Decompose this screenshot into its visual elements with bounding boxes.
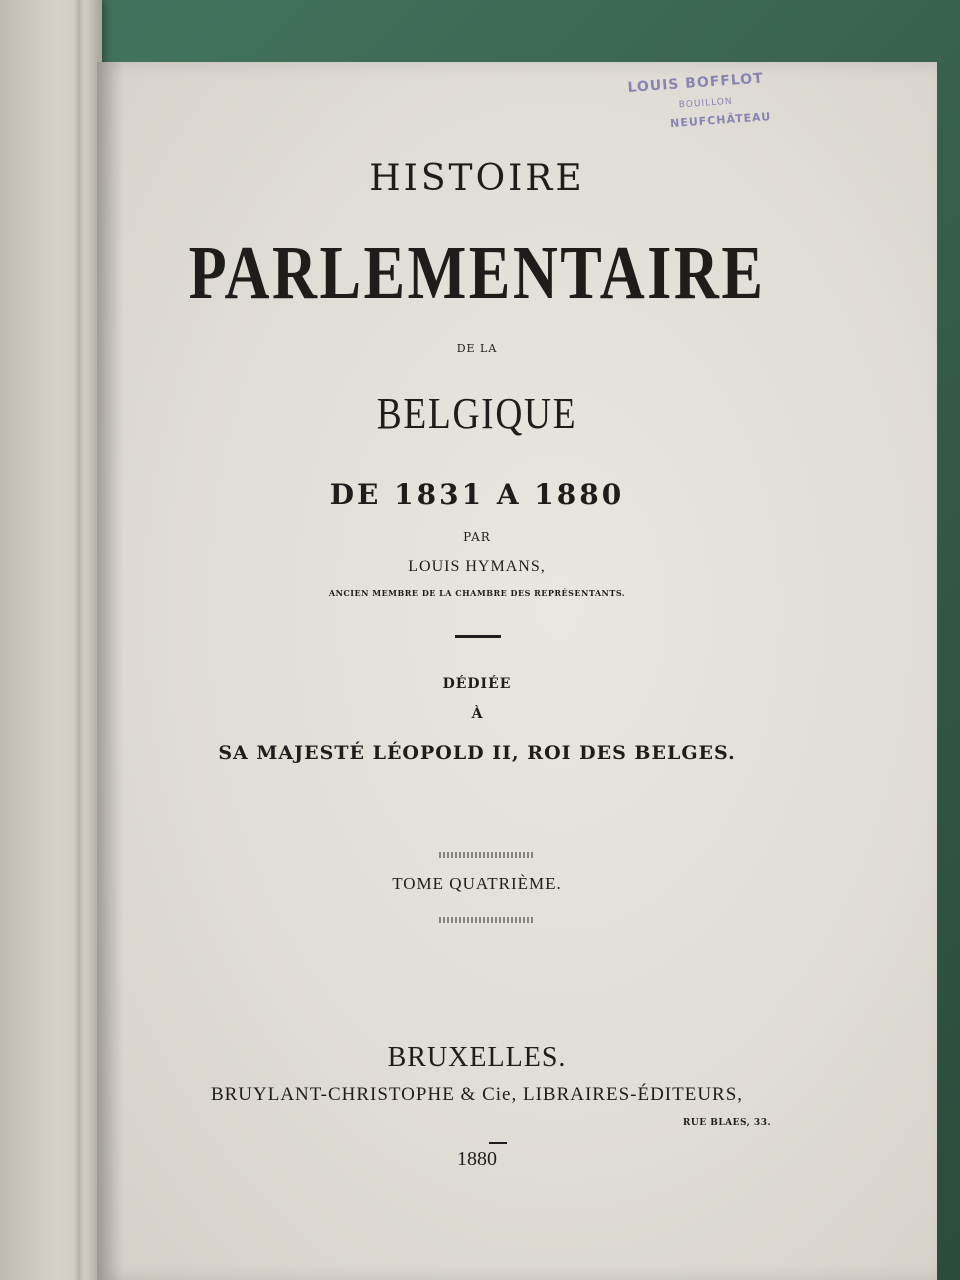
ornament-bottom xyxy=(439,917,533,923)
stamp-line-1: LOUIS BOFFLOT xyxy=(627,70,765,96)
divider-rule xyxy=(455,635,501,638)
title-dates: DE 1831 A 1880 xyxy=(329,478,625,511)
imprint-rule xyxy=(489,1142,507,1144)
title-line-de-la: DE LA xyxy=(456,342,498,355)
title-line-belgique: BELGIQUE xyxy=(376,389,578,438)
dedication-line-1: DÉDIÉE xyxy=(442,676,512,692)
author-role: ANCIEN MEMBRE DE LA CHAMBRE DES REPRÉSENTANTS. xyxy=(328,588,626,598)
title-line-histoire: HISTOIRE xyxy=(369,158,585,199)
imprint-city: BRUXELLES. xyxy=(387,1042,567,1073)
title-line-parlementaire: PARLEMENTAIRE xyxy=(188,231,766,315)
stamp-line-2: BOUILLON xyxy=(678,96,733,111)
library-stamp xyxy=(627,68,800,133)
stamp-line-3: NEUFCHÂTEAU xyxy=(669,110,772,131)
imprint-address: RUE BLAES, 33. xyxy=(682,1118,772,1128)
ornament-top xyxy=(439,852,533,858)
volume-label: TOME QUATRIÈME. xyxy=(392,874,562,893)
title-page xyxy=(96,62,937,1280)
dedication-line-3: SA MAJESTÉ LÉOPOLD II, ROI DES BELGES. xyxy=(218,742,736,764)
left-page xyxy=(0,0,102,1280)
author-name: LOUIS HYMANS, xyxy=(408,558,546,575)
author-by: PAR xyxy=(463,530,491,544)
dedication-line-2: À xyxy=(471,706,483,722)
page-fold-shadow xyxy=(74,0,84,1280)
imprint-publisher: BRUYLANT-CHRISTOPHE & Cie, LIBRAIRES-ÉDITEURS, xyxy=(210,1084,744,1105)
imprint-year: 1880 xyxy=(457,1148,497,1170)
